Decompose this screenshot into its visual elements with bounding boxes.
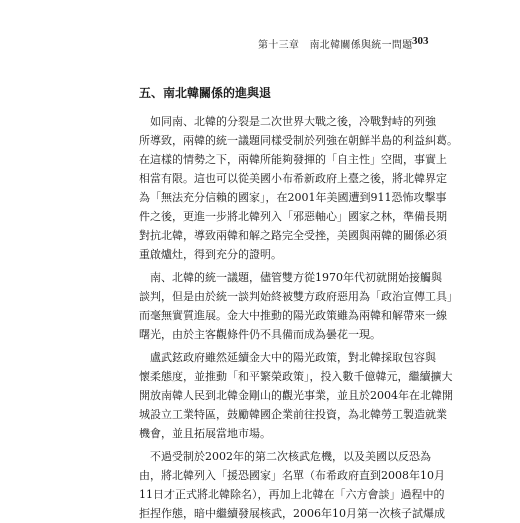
- text-line: 談判，但是由於統一談判始終被雙方政府惡用為「政治宣傳工具」: [139, 290, 458, 303]
- text-line: 重啟爐灶，得到充分的證明。: [139, 248, 282, 261]
- paragraph-3: [139, 348, 453, 443]
- text-line: 件之後，更進一步將北韓列入「邪惡軸心」國家之林，準備長期: [139, 210, 447, 223]
- text-line: 而毫無實質進展。金大中推動的陽光政策雖為兩韓和解帶來一線: [139, 309, 447, 322]
- text-line: 不過受制於2002年的第二次核武危機，以及美國以反恐為: [139, 450, 431, 463]
- text-line: 如同南、北韓的分裂是二次世界大戰之後，冷戰對峙的列強: [139, 115, 436, 128]
- text-line: 相當有限。這也可以從美國小布希新政府上臺之後，將北韓界定: [139, 172, 447, 185]
- text-line: 南、北韓的統一議題，儘管雙方從1970年代初就開始接觸與: [139, 271, 442, 284]
- text-line: 所導致，兩韓的統一議題同樣受制於列強在朝鮮半島的利益糾葛。: [139, 134, 458, 147]
- text-line: 機會，並且拓展當地市場。: [139, 427, 271, 440]
- body-text: [139, 112, 458, 523]
- text-line: 城設立工業特區，鼓勵韓國企業前往投資，為北韓勞工製造就業: [139, 408, 447, 421]
- page-number: 303: [412, 35, 429, 47]
- paragraph-2: [139, 268, 458, 344]
- text-line: 對抗北韓，導致兩韓和解之路完全受挫，美國與兩韓的關係必須: [139, 229, 447, 242]
- text-line: 拒捏作態，暗中繼續發展核武，2006年10月第一次核子試爆成: [139, 507, 445, 520]
- text-line: 開放南韓人民到北韓金剛山的觀光事業，並且於2004年在北韓開: [139, 389, 453, 402]
- text-line: 盧武鉉政府雖然延續金大中的陽光政策，對北韓採取包容與: [139, 351, 436, 364]
- text-line: 由，將北韓列入「援恐國家」名單（布希政府直到2008年10月: [139, 469, 445, 482]
- text-line: 曙光，由於主客觀條件仍不具備而成為曇花一現。: [139, 328, 381, 341]
- paragraph-1: [139, 112, 458, 264]
- text-line: 為「無法充分信賴的國家」，在2001年美國遭到911恐怖攻擊事: [139, 191, 447, 204]
- text-line: 在這樣的情勢之下，兩韓所能夠發揮的「自主性」空間，事實上: [139, 153, 447, 166]
- text-line: 11日才正式將北韓除名），再加上北韓在「六方會談」過程中的: [139, 488, 445, 501]
- chapter-title: 第十三章 南北韓關係與統一問題: [258, 40, 413, 51]
- text-line: 懷柔態度，並推動「和平繁榮政策」，投入數千億韓元，繼續擴大: [139, 370, 453, 383]
- paragraph-4: [139, 447, 445, 523]
- section-heading: 五、南北韓關係的進與退: [139, 86, 272, 100]
